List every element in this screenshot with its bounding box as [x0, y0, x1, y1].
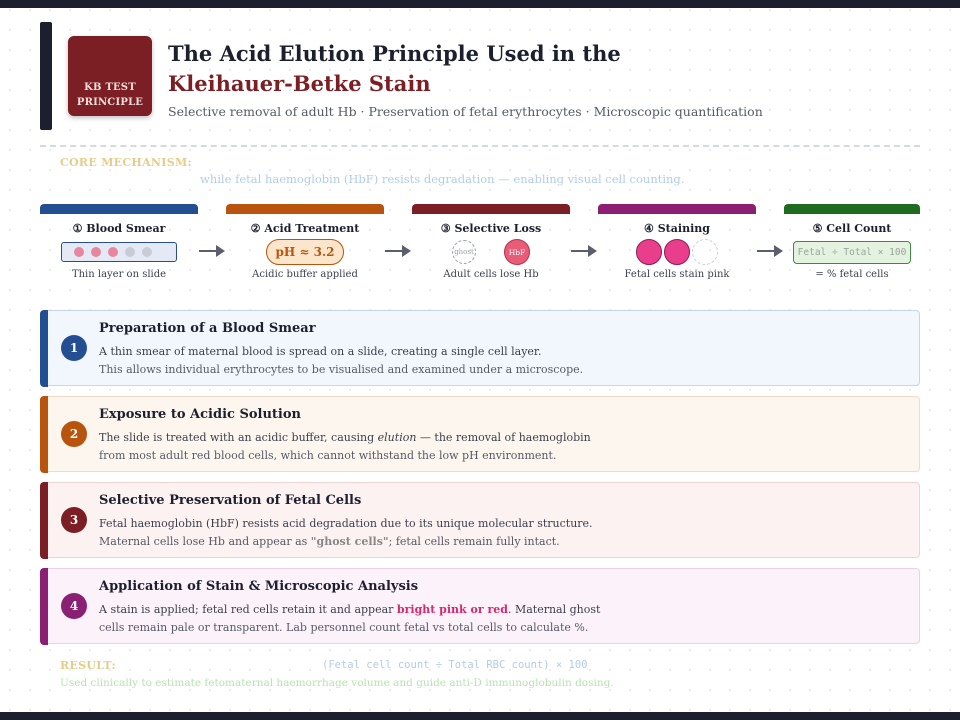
step-cell-count — [784, 204, 920, 288]
pale-cell-dot — [125, 247, 135, 257]
card-stripe — [40, 396, 48, 473]
red-cell-dot — [108, 247, 118, 257]
card-body — [99, 601, 600, 637]
step-cap — [784, 204, 920, 214]
step-visual — [40, 235, 198, 269]
pale-cell-dot — [142, 247, 152, 257]
red-cell-dot — [74, 247, 84, 257]
elution-term: elution — [377, 431, 417, 444]
formula-box: Fetal ÷ Total × 100 — [793, 241, 912, 264]
arrow-right-icon — [198, 243, 226, 259]
card-step-1 — [40, 310, 920, 386]
hbf-cell-icon: HbF — [504, 239, 530, 265]
step-acid-treatment — [226, 204, 384, 288]
stained-fetal-cell-icon — [664, 239, 690, 265]
card-text: — the removal of haemoglobin — [416, 431, 591, 444]
card-text: A stain is applied; fetal red cells retain it and appear — [99, 603, 397, 616]
step-staining — [598, 204, 756, 288]
smear-slide-icon — [61, 242, 177, 262]
card-body — [99, 515, 593, 551]
bright-pink-term: bright pink or red — [396, 603, 508, 616]
card-text: ; fetal cells remain fully intact. — [388, 535, 560, 548]
step-cap — [40, 204, 198, 214]
card-step-3 — [40, 482, 920, 558]
red-cell-dot — [91, 247, 101, 257]
step-number-badge: 1 — [61, 335, 87, 361]
card-stripe — [40, 482, 48, 559]
step-number-badge: 2 — [61, 421, 87, 447]
step-cap — [226, 204, 384, 214]
step-visual — [226, 235, 384, 269]
step-description: Fetal cells stain pink — [624, 269, 730, 280]
card-text: . Maternal ghost — [507, 603, 601, 616]
top-bar — [0, 0, 960, 8]
result-text: Used clinically to estimate fetomaternal haemorrhage volume and guide anti-D immunoglobulin dosing. — [60, 677, 614, 689]
card-title: Preparation of a Blood Smear — [99, 321, 316, 336]
arrow-right-icon — [570, 243, 598, 259]
step-cap — [598, 204, 756, 214]
bottom-bar — [0, 712, 960, 720]
step-blood-smear — [40, 204, 198, 288]
card-line2: from most adult red blood cells, which cannot withstand the low pH environment. — [99, 449, 557, 462]
step-title: ④ Staining — [644, 222, 710, 235]
card-line2: cells remain pale or transparent. Lab personnel count fetal vs total cells to calculate %. — [99, 621, 589, 634]
card-text: Maternal cells lose Hb and appear as — [99, 535, 311, 548]
step-title: ⑤ Cell Count — [812, 222, 892, 235]
card-title: Selective Preservation of Fetal Cells — [99, 493, 362, 508]
card-line1 — [99, 429, 591, 447]
card-body — [99, 429, 591, 465]
step-number-badge: 3 — [61, 507, 87, 533]
step-selective-loss — [412, 204, 570, 288]
card-line1: A thin smear of maternal blood is spread on a slide, creating a single cell layer. — [99, 345, 542, 358]
stained-fetal-cell-icon — [636, 239, 662, 265]
step-description: = % fetal cells — [815, 269, 889, 280]
ph-badge: pH ≈ 3.2 — [266, 239, 343, 265]
step-description: Adult cells lose Hb — [443, 269, 539, 280]
ghost-cell-icon: ghost — [452, 240, 476, 264]
card-line2: This allows individual erythrocytes to be visualised and examined under a microscope. — [99, 363, 584, 376]
card-body — [99, 343, 583, 379]
card-title: Application of Stain & Microscopic Analysis — [99, 579, 419, 594]
header-accent-stripe — [40, 22, 52, 130]
card-step-4 — [40, 568, 920, 644]
logo-badge — [68, 36, 152, 116]
card-line1: Fetal haemoglobin (HbF) resists acid degradation due to its unique molecular structure. — [99, 517, 593, 530]
step-cap — [412, 204, 570, 214]
card-line1 — [99, 601, 600, 619]
step-visual — [412, 235, 570, 269]
step-description: Thin layer on slide — [71, 269, 167, 280]
step-visual — [598, 235, 756, 269]
logo-line1: KB TEST — [84, 82, 136, 93]
dashed-divider — [40, 145, 920, 147]
card-line2 — [99, 533, 593, 551]
step-title: ① Blood Smear — [72, 222, 166, 235]
card-title: Exposure to Acidic Solution — [99, 407, 301, 422]
core-mechanism-text: while fetal haemoglobin (HbF) resists degradation — enabling visual cell counting. — [200, 172, 685, 186]
result-label: RESULT: — [60, 659, 116, 672]
step-title: ② Acid Treatment — [250, 222, 360, 235]
page-title-line1: The Acid Elution Principle Used in the — [168, 41, 621, 66]
card-text: The slide is treated with an acidic buffer, causing — [99, 431, 378, 444]
core-mechanism-label: CORE MECHANISM: — [60, 156, 192, 169]
card-stripe — [40, 568, 48, 645]
step-title: ③ Selective Loss — [440, 222, 542, 235]
ghost-cells-term: "ghost cells" — [310, 535, 389, 548]
card-stripe — [40, 310, 48, 387]
card-step-2 — [40, 396, 920, 472]
step-description: Acidic buffer applied — [252, 269, 358, 280]
page-subtitle: Selective removal of adult Hb · Preservation of fetal erythrocytes · Microscopic quantification — [168, 104, 763, 119]
page-title-line2: Kleihauer-Betke Stain — [168, 71, 431, 96]
logo-line2: PRINCIPLE — [76, 97, 144, 108]
arrow-right-icon — [384, 243, 412, 259]
step-visual — [784, 235, 920, 269]
result-formula: (Fetal cell count ÷ Total RBC count) × 100 — [322, 659, 588, 671]
arrow-right-icon — [756, 243, 784, 259]
step-number-badge: 4 — [61, 593, 87, 619]
ghost-cell-icon — [692, 239, 718, 265]
